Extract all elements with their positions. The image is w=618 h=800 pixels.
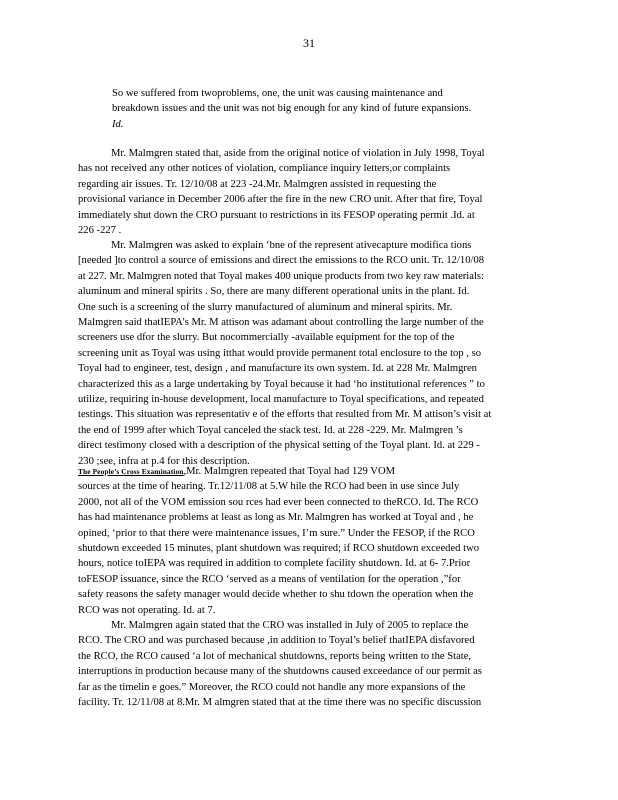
- paragraph-line: Malmgren said thatIEPA’s Mr. M attison was adamant about controlling the large number of the: [78, 317, 484, 329]
- paragraph-line: screeners use dfor the slurry. But nocommercially -available equipment for the top of the: [78, 332, 455, 344]
- paragraph-line: Mr. Malmgren was asked to explain ‘bne of the represent ativecapture modifica tions: [111, 240, 472, 251]
- page-number: 31: [303, 36, 315, 50]
- paragraph-line: safety reasons the safety manager would decide whether to shu tdown the operation when the: [78, 589, 474, 601]
- paragraph-line: facility. Tr. 12/11/08 at 8.Mr. M almgren stated that at the time there was no specific discussion: [78, 697, 482, 709]
- paragraph-line: direct testimony closed with a description of the physical setting of the Toyal plant. Id. at 229 -: [78, 440, 480, 452]
- paragraph-line: screening unit as Toyal was using itthat would provide permanent total enclosure to the top , so: [78, 347, 482, 359]
- paragraph-line: Toyal had to engineer, test, design , and manufacture its own system. Id. at 228 Mr. Malmgren: [78, 363, 477, 375]
- paragraph-line: the RCO, the RCO caused ‘a lot of mechanical shutdowns, reports being written to the State,: [78, 650, 472, 662]
- paragraph-line: Mr. Malmgren stated that, aside from the original notice of violation in July 1998, Toyal: [111, 148, 485, 159]
- paragraph-line: One such is a screening of the slurry manufactured of aluminum and mineral spirits. Mr.: [78, 301, 453, 313]
- paragraph-line: 2000, not all of the VOM emission sou rces had ever been connected to theRCO. Id. The RCO: [78, 496, 479, 508]
- paragraph-line: sources at the time of hearing. Tr.12/11/08 at 5.W hile the RCO had been in use since July: [78, 481, 460, 493]
- paragraph-line: shutdown exceeded 15 minutes, plant shutdown was required; if RCO shutdown exceeded two: [78, 543, 480, 555]
- paragraph-line: the end of 1999 after which Toyal canceled the stack test. Id. at 228 -229. Mr. Malmgren ’s: [78, 424, 463, 436]
- paragraph-line: has had maintenance problems at least as long as Mr. Malmgren has worked at Toyal and , he: [78, 512, 474, 524]
- paragraph-line: opined, ‘prior to that there were maintenance issues, I’m sure.” Under the FESOP, if the RCO: [78, 527, 475, 539]
- paragraph-line: at 227. Mr. Malmgren noted that Toyal makes 400 unique products from two key raw materials:: [78, 270, 484, 282]
- paragraph-line: provisional variance in December 2006 after the fire in the new CRO unit. After that fire, Toyal: [78, 194, 483, 206]
- paragraph-line: aluminum and mineral spirits . So, there are many different operational units in the plant. Id.: [78, 286, 470, 298]
- paragraph-line: 226 -227 .: [78, 225, 122, 237]
- paragraph-line: interruptions in production because many of the shutdowns caused exceedance of our permit as: [78, 666, 482, 678]
- paragraph-line: 230 ;see, infra at p.4 for this description.: [78, 455, 250, 467]
- paragraph-line: RCO was not operating. Id. at 7.: [78, 604, 216, 616]
- paragraph-line: immediately shut down the CRO pursuant to restrictions in its FESOP operating permit .Id. at: [78, 209, 475, 221]
- paragraph-line: testings. This situation was representativ e of the efforts that resulted from Mr. M attison’s visit at: [78, 409, 492, 421]
- block-quote: [112, 86, 512, 132]
- paragraph-line: utilize, requiring in-house development, local manufacture to Toyal specifications, and repeated: [78, 394, 484, 406]
- quote-line: So we suffered from twoproblems, one, the unit was causing maintenance and: [112, 88, 443, 99]
- paragraph-line: characterized this as a large undertaking by Toyal because it had ‘ho institutional references ” to: [78, 378, 485, 390]
- paragraph-line: has not received any other notices of violation, compliance inquiry letters,or complaints: [78, 163, 451, 175]
- paragraph-2: [78, 238, 532, 469]
- quote-line: breakdown issues and the unit was not big enough for any kind of future expansions.: [112, 103, 472, 115]
- paragraph-line: toFESOP issuance, since the RCO ‘served as a means of ventilation for the operation ,”for: [78, 573, 461, 585]
- section-heading: The People’s Cross Examination: [78, 467, 184, 476]
- paragraph-line: The People’s Cross Examination,Mr. Malmgren repeated that Toyal had 129 VOM: [78, 466, 396, 477]
- paragraph-line: [needed ]to control a source of emissions and direct the emissions to the RCO unit. Tr. 12/10/08: [78, 255, 485, 267]
- paragraph-4: [78, 618, 532, 710]
- paragraph-line: RCO. The CRO and was purchased because ,in addition to Toyal’s belief thatIEPA disfavored: [78, 635, 475, 647]
- paragraph-line: Mr. Malmgren again stated that the CRO was installed in July of 2005 to replace the: [111, 620, 469, 631]
- paragraph-line: far as the timelin e goes.” Moreover, the RCO could not handle any more expansions of the: [78, 681, 466, 693]
- quote-citation: Id.: [112, 118, 124, 130]
- paragraph-line: hours, notice toIEPA was required in addition to complete facility shutdown. Id. at 6- 7.Prior: [78, 558, 471, 570]
- paragraph-3: [78, 464, 532, 618]
- paragraph-line: regarding air issues. Tr. 12/10/08 at 223 -24.Mr. Malmgren assisted in requesting the: [78, 178, 437, 190]
- paragraph-1: [78, 146, 532, 238]
